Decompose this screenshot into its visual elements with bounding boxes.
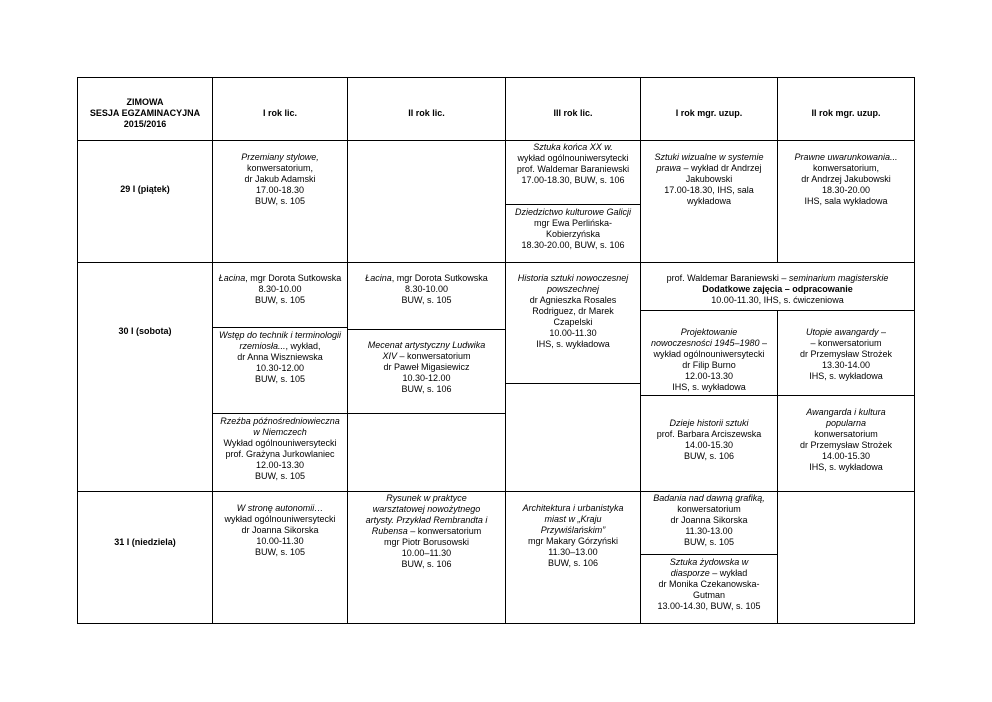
course-title: Sztuka końca XX w. xyxy=(533,142,613,152)
course-line: wykładowa xyxy=(686,196,732,206)
day-30 xyxy=(78,326,212,337)
course-line: dr Joanna Sikorska xyxy=(670,515,748,525)
course-title: prawa xyxy=(656,163,681,173)
course-title: Badania nad dawną grafiką, xyxy=(653,493,765,503)
header-col2 xyxy=(348,108,505,119)
course-title: Awangarda i kultura xyxy=(806,407,886,417)
day-31 xyxy=(78,537,212,548)
course-line: dr Joanna Sikorska xyxy=(241,525,319,535)
course-title: Wstęp do technik i terminologii xyxy=(218,330,342,340)
header-session-line: SESJA EGZAMINACYJNA xyxy=(89,108,201,118)
course-title: Sztuki wizualne w systemie xyxy=(654,152,764,162)
course-line: – konwersatorium xyxy=(810,338,882,348)
subrow-line xyxy=(505,204,640,205)
course-line: konwersatorium, xyxy=(812,163,880,173)
course-line: 17.00-18.30 xyxy=(255,185,305,195)
course-title: Rysunek w praktyce xyxy=(386,493,467,503)
course-line: – konwersatorium xyxy=(399,351,471,361)
class-31-c4b xyxy=(641,557,777,612)
course-title: Projektowanie xyxy=(680,327,738,337)
course-line: dr Andrzej Jakubowski xyxy=(801,174,891,184)
course-title: diasporze xyxy=(670,568,710,578)
course-title: XIV xyxy=(382,351,397,361)
course-line: Jakubowski xyxy=(685,174,733,184)
course-line: BUW, s. 106 xyxy=(547,558,599,568)
header-label: II rok mgr. uzup. xyxy=(811,108,881,118)
course-line: mgr Makary Górzyński xyxy=(527,536,618,546)
course-title: seminarium magisterskie xyxy=(788,273,889,283)
day-29 xyxy=(78,184,212,195)
course-line: Czapelski xyxy=(553,317,593,327)
course-line: IHS, s. wykładowa xyxy=(672,382,746,392)
course-title: miast w „Kraju xyxy=(544,514,602,524)
course-line: dr Monika Czekanowska- xyxy=(658,579,760,589)
header-label: I rok mgr. uzup. xyxy=(675,108,743,118)
header-label: II rok lic. xyxy=(408,108,445,118)
course-title: Dziedzictwo kulturowe Galicji xyxy=(514,207,632,217)
course-line: BUW, s. 106 xyxy=(401,559,452,569)
subrow-line xyxy=(640,554,777,555)
class-30-c1c xyxy=(213,416,347,482)
class-30-c5b: Utopie awangardy – – konwersatorium dr Przemysław Strożek 13.30-14.00 IHS, s. wykładowa xyxy=(799,327,893,381)
course-line: 11.30-13.00 xyxy=(685,526,733,536)
course-line: – wykład dr Andrzej xyxy=(683,163,762,173)
course-line: , wykład, xyxy=(285,341,321,351)
course-line: Gutman xyxy=(692,590,725,600)
class-29-c3a xyxy=(506,142,640,186)
day-label: 30 I (sobota) xyxy=(118,326,172,336)
course-line: dr Anna Wiszniewska xyxy=(237,352,323,362)
course-line: 10.00-11.30, IHS, s. ćwiczeniowa xyxy=(711,295,844,305)
course-line: – wykład xyxy=(709,568,748,578)
course-line: – konwersatorium xyxy=(407,526,482,536)
row-divider-30 xyxy=(77,491,915,492)
course-line: 8.30-10.00 xyxy=(404,284,449,294)
course-line: BUW, s. 105 xyxy=(254,547,306,557)
course-title: powszechnej xyxy=(546,284,600,294)
course-line: 10.00–11.30 xyxy=(401,548,452,558)
course-line: dr Jakub Adamski xyxy=(244,174,316,184)
course-line: 8.30-10.00 xyxy=(258,284,302,294)
course-title: Rzeźba późnośredniowieczna xyxy=(220,416,340,426)
table-border-right xyxy=(914,77,915,624)
subrow-line xyxy=(212,327,347,328)
class-30-c1b xyxy=(213,330,347,385)
subrow-line xyxy=(347,329,505,330)
course-note: Dodatkowe zajęcia – odpracowanie xyxy=(702,284,853,294)
course-title: w Niemczech xyxy=(253,427,307,437)
course-title: Łacina xyxy=(365,273,392,283)
course-line: 18.30-20.00, BUW, s. 106 xyxy=(521,240,625,250)
course-title: artysty. Przykład Rembrandta i xyxy=(365,515,488,525)
course-line: IHS, s. wykładowa xyxy=(536,339,610,349)
course-title: Prawne uwarunkowania... xyxy=(794,152,898,162)
course-line: prof. Grażyna Jurkowlaniec xyxy=(225,449,335,459)
course-line: dr Paweł Migasiewicz xyxy=(383,362,470,372)
course-title: Przywiślańskim” xyxy=(540,525,606,535)
header-col1 xyxy=(213,108,347,119)
header-session-line: ZIMOWA xyxy=(126,97,164,107)
course-line: 10.00-11.30 xyxy=(256,536,304,546)
course-title: rzemiosła... xyxy=(239,341,286,351)
course-line: BUW, s. 105 xyxy=(683,537,735,547)
course-line: mgr Piotr Borusowski xyxy=(383,537,470,547)
course-line: wykład ogólnouniwersytecki xyxy=(224,514,336,524)
course-line: 12.00-13.30 xyxy=(684,371,734,381)
course-title: Historia sztuki nowoczesnej xyxy=(517,273,629,283)
course-line: 18.30-20.00 xyxy=(821,185,871,195)
header-label: III rok lic. xyxy=(553,108,593,118)
course-line: , mgr Dorota Sutkowska xyxy=(391,273,488,283)
course-line: 17.00-18.30, IHS, sala xyxy=(664,185,754,195)
course-line: konwersatorium, xyxy=(246,163,314,173)
course-line: , mgr Dorota Sutkowska xyxy=(245,273,342,283)
course-line: BUW, s. 105 xyxy=(254,295,306,305)
course-line: dr Filip Burno xyxy=(682,360,736,370)
class-31-c3 xyxy=(506,503,640,569)
header-col5 xyxy=(778,108,914,119)
course-line: 12.00-13.30 xyxy=(255,460,305,470)
course-line: prof. Waldemar Baraniewski xyxy=(516,164,630,174)
course-title: W stronę autonomii… xyxy=(236,503,324,513)
course-title: nowoczesności 1945–1980 xyxy=(650,338,760,348)
table-border-bottom xyxy=(77,623,915,624)
class-30-c45 xyxy=(641,273,914,306)
course-line: dr Agnieszka Rosales xyxy=(529,295,617,305)
course-title: warsztatowej nowożytnego xyxy=(372,504,481,514)
course-line: Wykład ogólnouniwersytecki xyxy=(223,438,337,448)
course-line: IHS, s. wykładowa xyxy=(809,371,883,381)
subrow-line xyxy=(212,413,505,414)
course-line: BUW, s. 106 xyxy=(401,384,452,394)
course-line: BUW, s. 105 xyxy=(254,196,306,206)
course-line: BUW, s. 105 xyxy=(401,295,452,305)
class-31-c4a xyxy=(641,493,777,548)
course-line: 13.00-14.30, BUW, s. 105 xyxy=(657,601,761,611)
header-session-line: 2015/2016 xyxy=(123,119,167,129)
course-line: wykład ogólnouniwersytecki xyxy=(517,153,629,163)
course-line: 13.30-14.00 xyxy=(821,360,871,370)
class-29-c4 xyxy=(641,152,777,207)
class-29-c3b xyxy=(506,207,640,251)
course-line: mgr Ewa Perlińska- xyxy=(533,218,613,228)
course-line: Kobierzyńska xyxy=(545,229,601,239)
course-line: prof. Waldemar Baraniewski – xyxy=(666,273,789,283)
course-line: 11.30–13.00 xyxy=(548,547,598,557)
course-line: wykład ogólnouniwersytecki xyxy=(653,349,765,359)
table-border-top xyxy=(77,77,915,78)
course-line: Rodriguez, dr Marek xyxy=(532,306,614,316)
row-divider-29 xyxy=(77,262,915,263)
class-29-c1 xyxy=(213,152,347,207)
header-divider xyxy=(77,140,915,141)
class-30-c4c xyxy=(641,418,777,462)
class-30-c4b: Projektowanie nowoczesności 1945–1980 – wykład ogólnouniwersytecki dr Filip Burno 12.00-13.30 IHS, s. wykładowa xyxy=(650,327,768,392)
course-title: Utopie awangardy xyxy=(805,327,879,337)
class-30-c2b xyxy=(348,340,505,395)
course-line: BUW, s. 105 xyxy=(254,471,306,481)
header-session xyxy=(78,97,212,130)
course-line: 17.00-18.30, BUW, s. 106 xyxy=(521,175,625,185)
course-title: Mecenat artystyczny Ludwika xyxy=(367,340,486,350)
course-line: dr Przemysław Strożek xyxy=(799,440,893,450)
course-title: Rubensa xyxy=(371,526,408,536)
course-line: konwersatorium xyxy=(677,504,741,514)
class-30-c3 xyxy=(506,273,640,350)
day-label: 29 I (piątek) xyxy=(120,184,170,194)
course-title: Sztuka żydowska w xyxy=(669,557,749,567)
class-30-c2a xyxy=(348,273,505,306)
course-title: popularna xyxy=(825,418,867,428)
course-line: 10.00-11.30 xyxy=(549,328,597,338)
course-line: 14.00-15.30 xyxy=(684,440,734,450)
header-label: I rok lic. xyxy=(262,108,297,118)
course-line: 10.30-12.00 xyxy=(255,363,305,373)
course-line: prof. Barbara Arciszewska xyxy=(656,429,762,439)
class-31-c1 xyxy=(213,503,347,558)
course-title: Łacina xyxy=(218,273,246,283)
course-line: dr Przemysław Strożek xyxy=(799,349,893,359)
course-line: 10.30-12.00 xyxy=(402,373,451,383)
class-30-c5c xyxy=(778,407,914,473)
course-title: Dzieje historii sztuki xyxy=(669,418,749,428)
course-line: 14.00-15.30 xyxy=(821,451,871,461)
course-line: konwersatorium xyxy=(814,429,878,439)
day-label: 31 I (niedziela) xyxy=(114,537,176,547)
course-line: IHS, sala wykładowa xyxy=(804,196,888,206)
course-title: Architektura i urbanistyka xyxy=(522,503,624,513)
class-29-c5 xyxy=(778,152,914,207)
course-line: BUW, s. 105 xyxy=(254,374,306,384)
class-31-c2 xyxy=(348,493,505,570)
header-col4 xyxy=(641,108,777,119)
header-col3 xyxy=(506,108,640,119)
class-30-c1a xyxy=(213,273,347,306)
course-line: BUW, s. 106 xyxy=(683,451,735,461)
course-line: IHS, s. wykładowa xyxy=(809,462,883,472)
course-title: Przemiany stylowe, xyxy=(241,152,319,162)
subrow-line xyxy=(505,383,640,384)
